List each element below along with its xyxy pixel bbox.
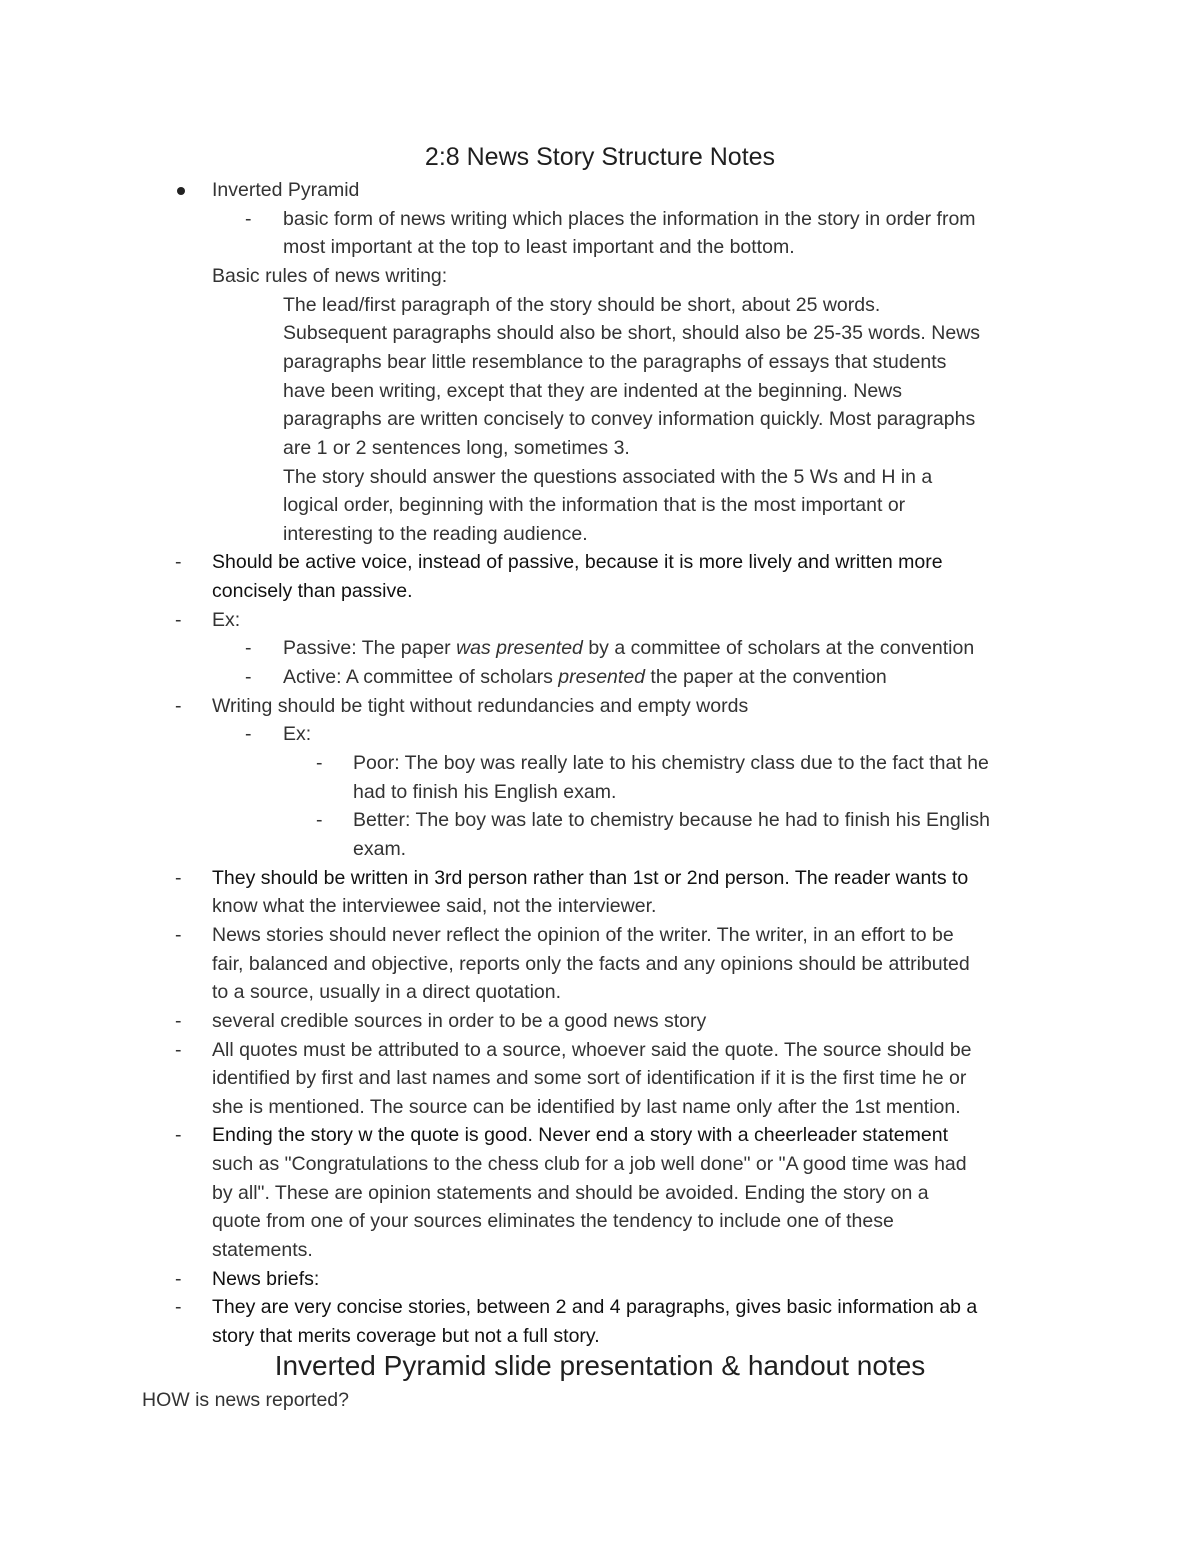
dash-marker: - — [245, 637, 252, 660]
note-line: They are very concise stories, between 2 and 4 paragraphs, gives basic information ab a — [212, 1296, 978, 1319]
note-line: know what the interviewee said, not the interviewer. — [212, 895, 657, 918]
note-line: Writing should be tight without redundancies and empty words — [212, 694, 749, 717]
dash-marker: - — [175, 694, 182, 717]
note-line: such as "Congratulations to the chess club for a job well done" or "A good time was had — [212, 1153, 967, 1176]
note-line: They should be written in 3rd person rather than 1st or 2nd person. The reader wants to — [212, 866, 969, 889]
note-line: paragraphs bear little resemblance to the paragraphs of essays that students — [283, 350, 947, 373]
note-line: Subsequent paragraphs should also be short, should also be 25-35 words. News — [283, 322, 981, 345]
note-line: several credible sources in order to be a good news story — [212, 1009, 707, 1032]
line-text: Active: A committee of scholars — [283, 666, 559, 689]
note-line: The lead/first paragraph of the story should be short, about 25 words. — [283, 293, 881, 316]
note-line: interesting to the reading audience. — [283, 522, 588, 545]
dash-marker: - — [245, 723, 252, 746]
note-line: Better: The boy was late to chemistry because he had to finish his English — [353, 809, 990, 832]
note-line: most important at the top to least important and the bottom. — [283, 236, 795, 259]
question-line: HOW is news reported? — [142, 1389, 349, 1411]
bullet-icon — [177, 187, 185, 195]
note-line: identified by first and last names and some sort of identification if it is the first time he or — [212, 1067, 967, 1090]
dash-marker: - — [245, 207, 252, 230]
note-line: quote from one of your sources eliminates the tendency to include one of these — [212, 1210, 894, 1233]
note-line: Poor: The boy was really late to his chemistry class due to the fact that he — [353, 752, 989, 774]
note-line: story that merits coverage but not a full story. — [212, 1325, 600, 1347]
dash-marker: - — [316, 809, 323, 832]
dash-marker: - — [175, 1296, 182, 1319]
note-line: News briefs: — [212, 1267, 320, 1290]
note-line: Ex: — [283, 723, 312, 746]
note-line: had to finish his English exam. — [353, 780, 617, 803]
note-line: are 1 or 2 sentences long, sometimes 3. — [283, 436, 630, 459]
note-line: The story should answer the questions associated with the 5 Ws and H in a — [283, 465, 933, 488]
note-line: by all". These are opinion statements and should be avoided. Ending the story on a — [212, 1181, 929, 1204]
italic-phrase: was presented — [456, 637, 583, 660]
note-line: fair, balanced and objective, reports only the facts and any opinions should be attributed — [212, 952, 970, 975]
note-line — [283, 663, 887, 692]
note-line: logical order, beginning with the information that is the most important or — [283, 494, 906, 517]
note-line: paragraphs are written concisely to convey information quickly. Most paragraphs — [283, 408, 976, 431]
note-line: have been writing, except that they are indented at the beginning. News — [283, 379, 902, 402]
dash-marker: - — [175, 1038, 182, 1061]
dash-marker: - — [175, 923, 182, 946]
note-line: concisely than passive. — [212, 580, 413, 603]
line-text: by a committee of scholars at the convention — [582, 637, 975, 660]
dash-marker: - — [175, 1009, 182, 1032]
note-line: basic form of news writing which places the information in the story in order from — [283, 207, 976, 230]
dash-marker: - — [175, 551, 182, 574]
note-line: Basic rules of news writing: — [212, 264, 448, 287]
italic-phrase: presented — [558, 666, 646, 689]
note-line: Should be active voice, instead of passive, because it is more lively and written more — [212, 551, 943, 574]
dash-marker: - — [316, 752, 323, 774]
page-title: 2:8 News Story Structure Notes — [424, 143, 776, 171]
dash-marker: - — [175, 608, 182, 631]
note-line: Ending the story w the quote is good. Never end a story with a cheerleader statement — [212, 1124, 949, 1147]
note-line: Ex: — [212, 608, 241, 631]
note-line: All quotes must be attributed to a source, whoever said the quote. The source should be — [212, 1038, 972, 1061]
note-line: statements. — [212, 1239, 313, 1262]
note-line: to a source, usually in a direct quotation. — [212, 981, 562, 1004]
note-line: she is mentioned. The source can be identified by last name only after the 1st mention. — [212, 1095, 961, 1118]
dash-marker: - — [175, 1267, 182, 1290]
dash-marker: - — [175, 866, 182, 889]
line-text: Passive: The paper — [283, 637, 457, 660]
note-line: exam. — [353, 837, 407, 860]
dash-marker: - — [245, 666, 252, 689]
line-text: the paper at the convention — [645, 666, 887, 689]
section-heading: Inverted Pyramid slide presentation & handout notes — [274, 1350, 926, 1381]
note-line: Inverted Pyramid — [212, 179, 360, 201]
note-line — [283, 634, 974, 663]
dash-marker: - — [175, 1124, 182, 1147]
note-line: News stories should never reflect the opinion of the writer. The writer, in an effort to be — [212, 923, 954, 946]
